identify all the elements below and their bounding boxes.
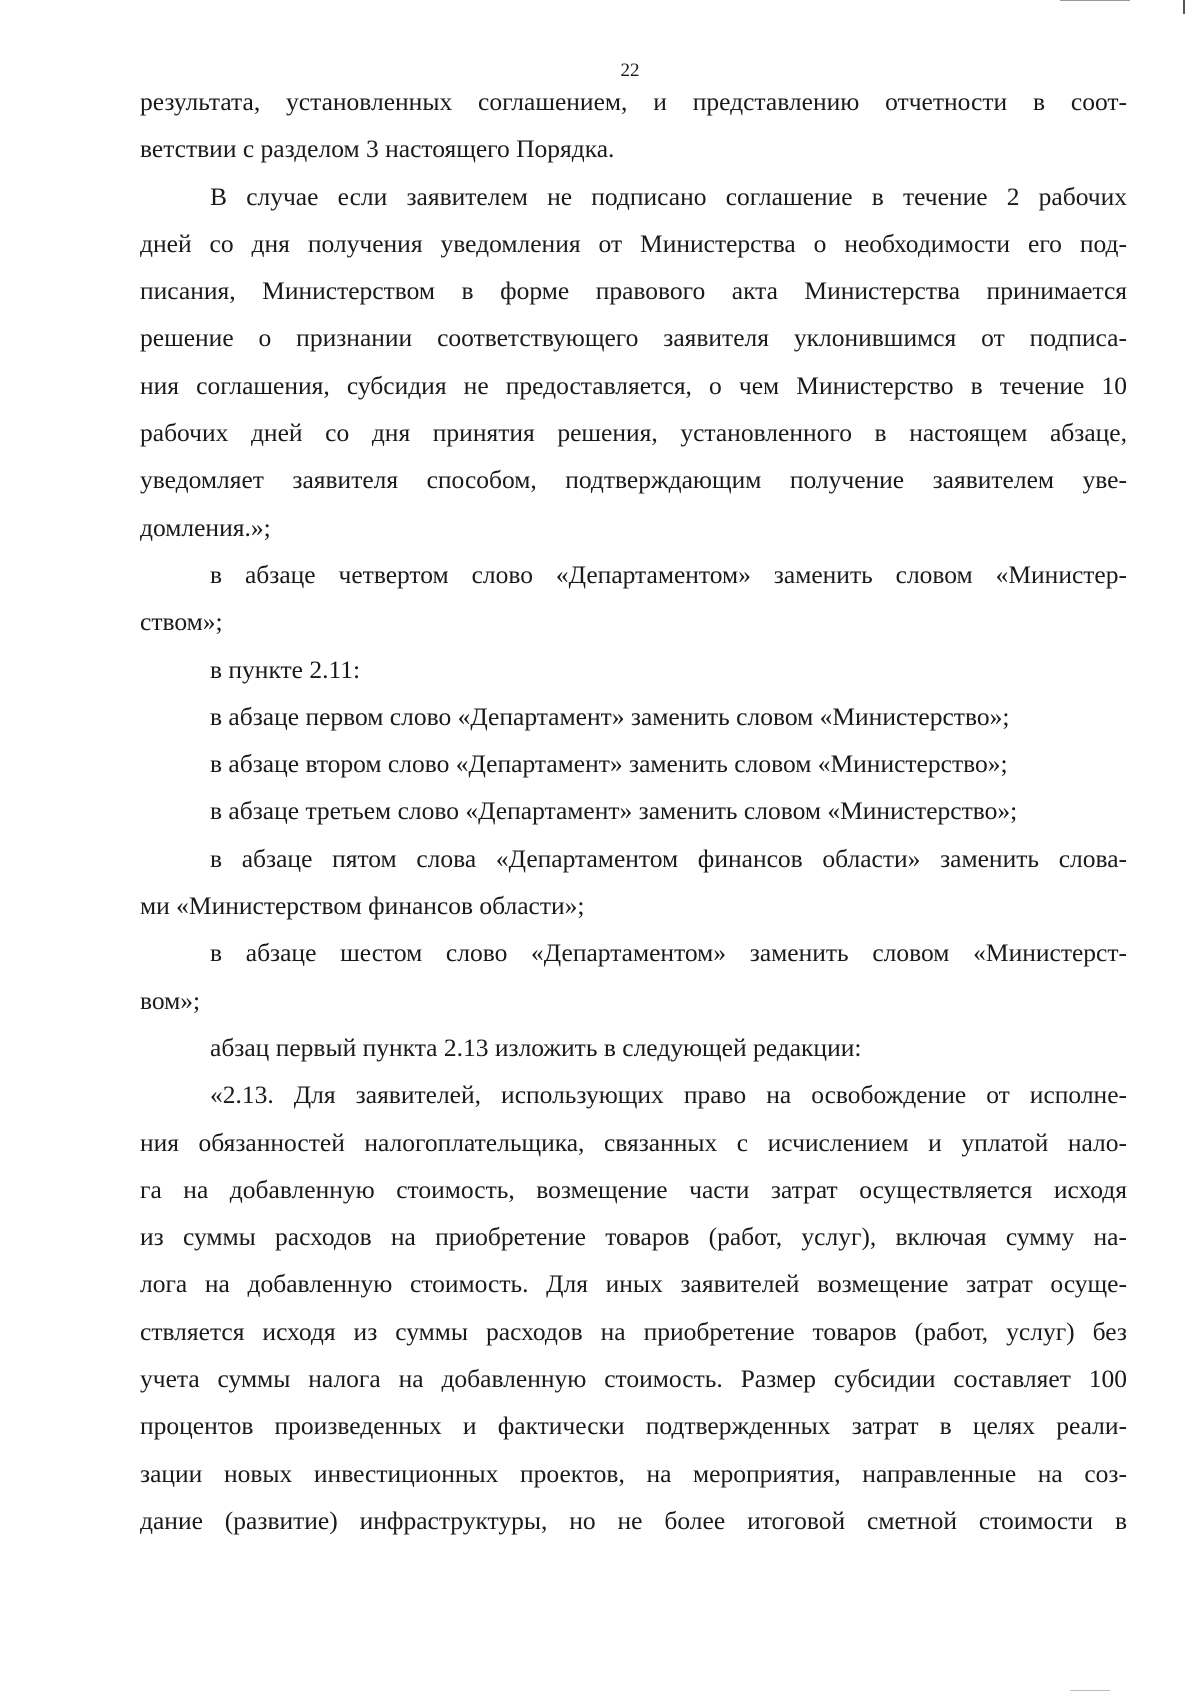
text-line: результата, установленных соглашением, и представлению отчетности в соот-	[140, 87, 1127, 116]
text-line: «2.13. Для заявителей, использующих право на освобождение от исполне-	[210, 1080, 1127, 1110]
text-line: дней со дня получения уведомления от Министерства о необходимости его под-	[140, 228, 1127, 258]
text-line: ми «Министерством финансов области»;	[140, 891, 585, 921]
text-line: в пункте 2.11:	[210, 654, 361, 684]
text-line: В случае если заявителем не подписано соглашение в течение 2 рабочих	[210, 181, 1127, 211]
text-line: в абзаце пятом слова «Департаментом финансов области» заменить слова-	[210, 843, 1127, 873]
text-line: в абзаце первом слово «Департамент» заменить словом «Министерство»;	[210, 701, 1010, 731]
text-line: ветствии с разделом 3 настоящего Порядка.	[140, 134, 615, 164]
text-line: домления.»;	[140, 512, 271, 542]
text-line: решение о признании соответствующего заявителя уклонившимся от подписа-	[140, 323, 1127, 353]
text-line: в абзаце шестом слово «Департаментом» заменить словом «Министерст-	[210, 938, 1127, 968]
text-line: писания, Министерством в форме правового акта Министерства принимается	[140, 276, 1127, 306]
text-line: процентов произведенных и фактически подтвержденных затрат в целях реали-	[140, 1411, 1127, 1441]
body-text	[140, 78, 1127, 1544]
page-number: 22	[620, 60, 640, 81]
scan-edge-mark	[1060, 0, 1130, 1]
text-line: ствляется исходя из суммы расходов на приобретение товаров (работ, услуг) без	[140, 1316, 1127, 1346]
text-line: ния соглашения, субсидия не предоставляется, о чем Министерство в течение 10	[140, 370, 1127, 400]
text-line: из суммы расходов на приобретение товаров (работ, услуг), включая сумму на-	[140, 1222, 1127, 1252]
text-line: лога на добавленную стоимость. Для иных заявителей возмещение затрат осуще-	[140, 1269, 1127, 1299]
text-line: рабочих дней со дня принятия решения, установленного в настоящем абзаце,	[140, 418, 1127, 448]
text-line: зации новых инвестиционных проектов, на мероприятия, направленные на соз-	[140, 1458, 1127, 1488]
text-line: уведомляет заявителя способом, подтверждающим получение заявителем уве-	[140, 465, 1127, 495]
text-line: в абзаце втором слово «Департамент» заменить словом «Министерство»;	[210, 749, 1008, 779]
text-line: дание (развитие) инфраструктуры, но не более итоговой сметной стоимости в	[140, 1505, 1127, 1535]
text-line: вом»;	[140, 985, 201, 1015]
text-line: в абзаце третьем слово «Департамент» заменить словом «Министерство»;	[210, 796, 1018, 826]
text-line: в абзаце четвертом слово «Департаментом» заменить словом «Министер-	[210, 559, 1127, 589]
text-line: ством»;	[140, 607, 223, 637]
scan-edge-mark	[1183, 0, 1185, 14]
text-line: абзац первый пункта 2.13 изложить в следующей редакции:	[210, 1032, 862, 1062]
text-line: ния обязанностей налогоплательщика, связанных с исчислением и уплатой нало-	[140, 1127, 1127, 1157]
scan-edge-mark	[1070, 1690, 1110, 1691]
text-line: га на добавленную стоимость, возмещение части затрат осуществляется исходя	[140, 1174, 1127, 1204]
text-line: учета суммы налога на добавленную стоимость. Размер субсидии составляет 100	[140, 1364, 1127, 1394]
